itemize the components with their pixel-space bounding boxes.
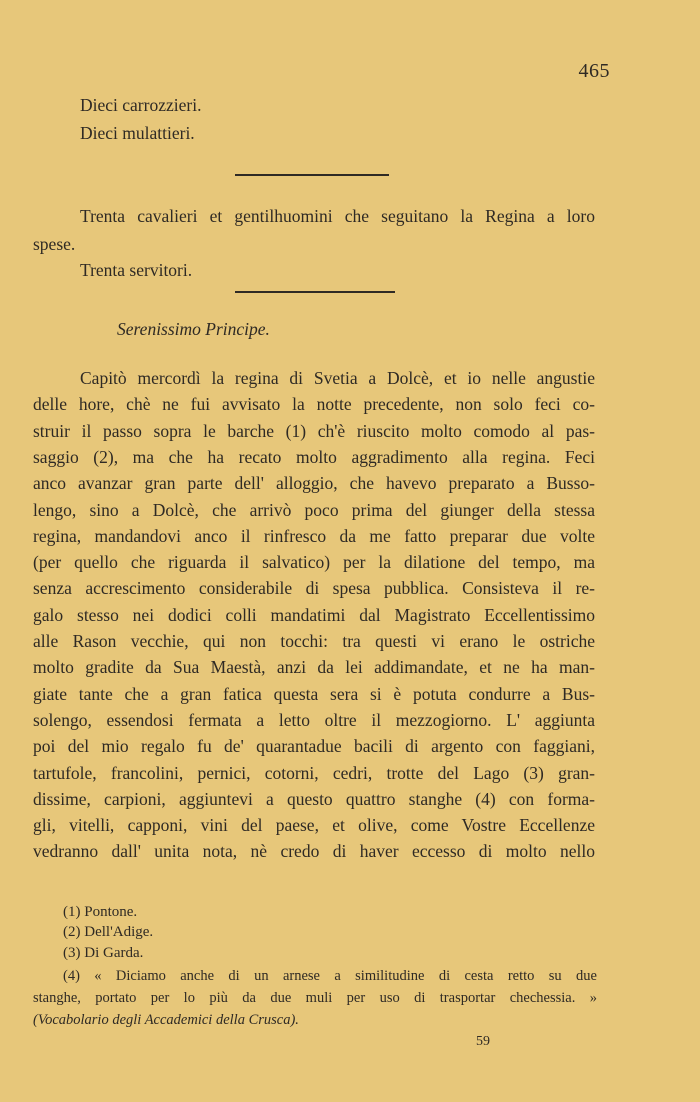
footnote: stanghe, portato per lo più da due muli per uso di trasportar chechessia. » [33,990,597,1006]
body-line: saggio (2), ma che ha recato molto aggradimento alla regina. Feci [33,446,595,467]
body-line: senza accrescimento considerabile di spesa pubblica. Consisteva il re- [33,578,595,599]
body-line: delle hore, chè ne fui avvisato la notte precedente, non solo feci co- [33,394,595,415]
text-line: Trenta cavalieri et gentilhuomini che seguitano la Regina a loro [80,206,595,226]
body-line: giate tante che a gran fatica questa sera si è potuta condurre a Bus- [33,683,595,704]
body-line: regina, mandandovi anco il rinfresco da me fatto preparar due volte [33,525,595,546]
body-line: vedranno dall' unita nota, nè credo di haver eccesso di molto nello [33,841,595,862]
body-line: gli, vitelli, capponi, vini del paese, et olive, come Vostre Eccellenze [33,815,595,836]
body-line: galo stesso nei dodici colli mandatimi dal Magistrato Eccellentissimo [33,604,595,625]
divider-rule [235,174,389,176]
body-line: alle Rason vecchie, qui non tocchi: tra questi vi erano le ostriche [33,631,595,651]
footnote: (4) « Diciamo anche di un arnese a similitudine di cesta retto su due [63,968,597,984]
text-line: Dieci carrozzieri. [80,95,202,115]
signature-mark: 59 [476,1034,490,1049]
page-number: 465 [578,60,610,82]
body-line: lengo, sino a Dolcè, che arrivò poco prima del giunger della stessa [33,499,595,520]
footnote: (3) Di Garda. [63,945,144,961]
divider-rule [235,291,395,293]
body-line: anco avanzar gran parte dell' alloggio, che havevo preparato a Busso- [33,473,595,494]
body-line: (per quello che riguarda il salvatico) per la dilatione del tempo, ma [33,552,595,573]
body-line: dissime, carpioni, aggiuntevi a questo quattro stanghe (4) con forma- [33,788,595,809]
text-line: spese. [33,234,76,254]
footnote: (Vocabolario degli Accademici della Crusca). [33,1012,299,1028]
footnote: (1) Pontone. [63,904,138,920]
salutation: Serenissimo Principe. [117,319,270,339]
body-line: solengo, essendosi fermata a letto oltre il mezzogiorno. L' aggiunta [33,709,595,730]
footnote: (2) Dell'Adige. [63,924,154,940]
text-line: Trenta servitori. [80,260,193,280]
body-line: tartufole, francolini, pernici, cotorni, cedri, trotte del Lago (3) gran- [33,762,595,783]
body-line: poi del mio regalo fu de' quarantadue bacili di argento con faggiani, [33,736,595,757]
body-line: struir il passo sopra le barche (1) ch'è riuscito molto comodo al pas- [33,420,595,441]
body-line: molto gradite da Sua Maestà, anzi da lei addimandate, et ne ha man- [33,657,595,678]
body-line: Capitò mercordì la regina di Svetia a Dolcè, et io nelle angustie [80,368,595,388]
text-line: Dieci mulattieri. [80,123,195,143]
